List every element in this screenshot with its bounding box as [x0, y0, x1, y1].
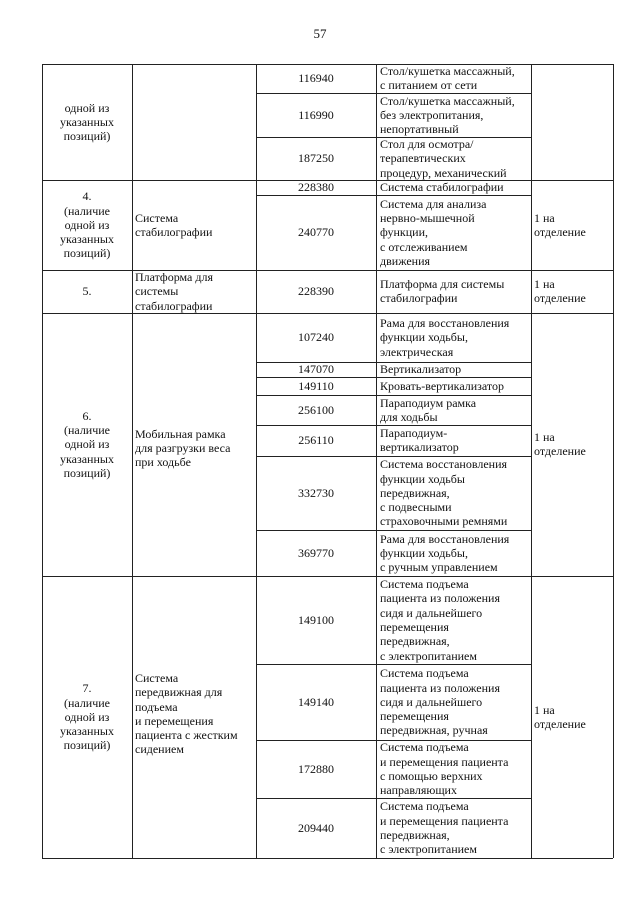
item-description: Система подъема и перемещения пациента передвижная, с электропитанием	[380, 799, 509, 857]
item-code: 240770	[298, 225, 334, 240]
item-code: 149110	[298, 378, 334, 393]
item-code: 228380	[298, 180, 334, 195]
equipment-name: Мобильная рамка для разгрузки веса при ходьбе	[135, 426, 231, 470]
item-code: 149140	[298, 694, 334, 709]
item-description: Стол для осмотра/ терапевтических процедур, механический	[380, 137, 507, 180]
quantity: 1 на отделение	[534, 702, 586, 731]
item-description: Рама для восстановления функции ходьбы, с ручным управлением	[380, 531, 510, 575]
equipment-name: Система стабилографии	[135, 210, 213, 239]
item-description: Система стабилографии	[380, 180, 504, 195]
item-code: 228390	[298, 284, 334, 299]
quantity: 1 на отделение	[534, 210, 586, 239]
item-description: Платформа для системы стабилографии	[380, 277, 505, 306]
item-code: 332730	[298, 485, 334, 500]
item-code: 116990	[298, 107, 334, 122]
item-description: Вертикализатор	[380, 362, 462, 377]
item-description: Система для анализа нервно-мышечной функции, с отслеживанием движения	[380, 196, 487, 268]
equipment-name: Система передвижная для подъема и перемещения пациента с жестким сидением	[135, 671, 238, 757]
item-code: 187250	[298, 151, 334, 166]
item-code: 116940	[298, 71, 334, 86]
item-code: 209440	[298, 820, 334, 835]
item-description: Система подъема и перемещения пациента с помощью верхних направляющих	[380, 740, 509, 798]
item-code: 172880	[298, 761, 334, 776]
item-code: 149100	[298, 612, 334, 627]
table-rule	[613, 64, 614, 858]
table-rule	[256, 664, 531, 665]
table-rule	[42, 858, 613, 859]
table-rule	[256, 377, 531, 378]
item-code: 256100	[298, 402, 334, 417]
page-number: 57	[313, 26, 327, 41]
item-description: Рама для восстановления функции ходьбы, электрическая	[380, 316, 510, 359]
item-description: Стол/кушетка массажный, с питанием от сети	[380, 64, 515, 93]
item-description: Система восстановления функции ходьбы передвижная, с подвесными страховочными ремнями	[380, 457, 508, 529]
item-description: Кровать-вертикализатор	[380, 378, 505, 393]
item-description: Стол/кушетка массажный, без электропитания, непортативный	[380, 93, 515, 137]
item-description: Система подъема пациента из положения сидя и дальнейшего перемещения передвижная, с электропитанием	[380, 577, 500, 663]
table-rule	[132, 64, 133, 858]
quantity: 1 на отделение	[534, 277, 586, 306]
table-rule	[531, 64, 532, 858]
table-rule	[42, 64, 43, 858]
row-number: 4. (наличие одной из указанных позиций)	[60, 189, 114, 261]
table-rule	[42, 313, 613, 314]
row-number: одной из указанных позиций)	[60, 100, 114, 144]
row-number: 5.	[82, 284, 92, 299]
item-description: Параподиум рамка для ходьбы	[380, 395, 477, 424]
item-code: 369770	[298, 545, 334, 560]
row-number: 7. (наличие одной из указанных позиций)	[60, 681, 114, 753]
equipment-name: Платформа для системы стабилографии	[135, 270, 213, 313]
item-description: Система подъема пациента из положения сидя и дальнейшего перемещения передвижная, ручная	[380, 666, 500, 738]
item-description: Параподиум- вертикализатор	[380, 426, 459, 455]
row-number: 6. (наличие одной из указанных позиций)	[60, 408, 114, 480]
quantity: 1 на отделение	[534, 430, 586, 459]
item-code: 147070	[298, 362, 334, 377]
item-code: 107240	[298, 330, 334, 345]
table-rule	[42, 270, 613, 271]
item-code: 256110	[298, 433, 334, 448]
table-rule	[376, 64, 377, 858]
